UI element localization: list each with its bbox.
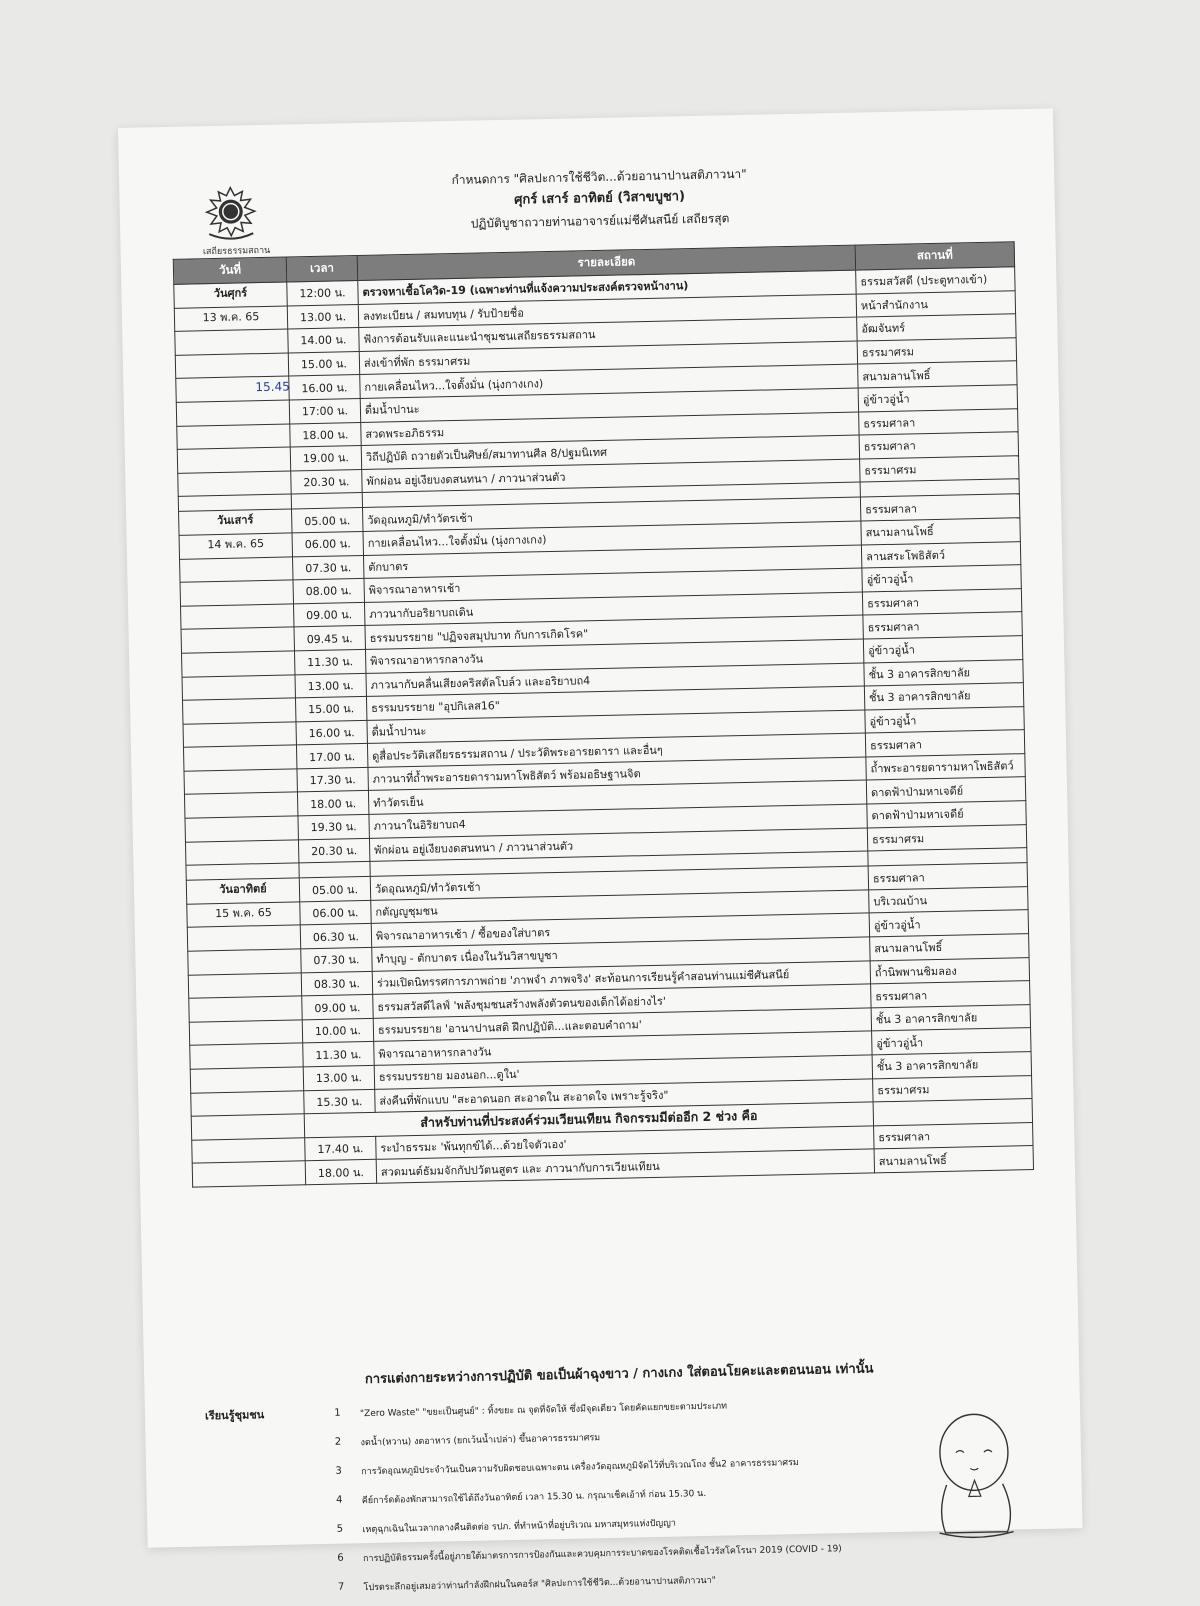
day-cell: [185, 840, 298, 866]
day-cell: [184, 792, 297, 818]
time-cell: [255, 375, 360, 400]
detail-cell: พิจารณาอาหารเช้า / ซื้อของใส่บาตร: [371, 913, 869, 947]
detail-cell: สวดพระอภิธรรม: [361, 412, 859, 446]
day-cell: [184, 769, 297, 795]
detail-cell: ลงทะเบียน / สมทบทุน / รับป้ายชื่อ: [358, 294, 856, 328]
day-cell: [185, 816, 298, 842]
schedule-sheet: [118, 108, 1083, 1593]
time-cell: 09.00 น.: [302, 995, 373, 1020]
list-item-text: เหตุฉุกเฉินในเวลากลางคืนติดต่อ รปภ. ที่ทำหน้าที่อยู่บริเวณ มหาสมุทรแห่งปัญญา: [362, 1518, 676, 1535]
place-cell: สนามลานโพธิ์: [858, 361, 1017, 388]
time-cell: 06.00 น.: [300, 900, 371, 925]
day-cell: [190, 1067, 303, 1093]
detail-cell: ธรรมบรรยาย "อุปกิเลส16": [366, 686, 864, 720]
day-date: 14 พ.ค. 65: [179, 533, 292, 559]
detail-cell: ภาวนาในอิริยาบถ4: [369, 804, 867, 838]
place-cell: ธรรมาศรม: [860, 455, 1019, 482]
detail-cell: ระบำธรรมะ 'พ้นทุกข์ได้...ด้วยใจตัวเอง': [376, 1126, 874, 1160]
time-cell: 07.30 น.: [301, 947, 372, 972]
detail-cell: พิจารณาอาหารกลางวัน: [365, 639, 863, 673]
time-cell: 05.00 น.: [299, 877, 370, 902]
empty-cell: [873, 1099, 1032, 1126]
place-cell: อู่ข้าวอู่น้ำ: [869, 910, 1028, 937]
detail-cell: ส่งคืนที่พักแบบ "สะอาดนอก สะอาดใน สะอาดใจ เพราะรู้จริง": [375, 1078, 873, 1112]
day-cell: [176, 400, 289, 426]
detail-cell: พักผ่อน อยู่เงียบงดสนทนา / ภาวนาส่วนตัว: [362, 459, 860, 493]
detail-cell: ธรรมบรรยาย มองนอก...ดูใน': [374, 1055, 872, 1089]
day-name: วันศุกร์: [174, 282, 287, 308]
list-item-number: 7: [337, 1581, 345, 1593]
time-cell: 10.00 น.: [302, 1018, 373, 1043]
learning-title: เรียนรู้ชุมชน: [204, 1408, 265, 1423]
time-cell: 20.30 น.: [291, 469, 362, 494]
day-cell: [180, 556, 293, 582]
day-date: 13 พ.ค. 65: [174, 306, 287, 332]
detail-cell: ตักบาตร: [363, 545, 861, 579]
place-cell: ถ้ำนิพพานชิมลอง: [870, 957, 1029, 984]
list-item-number: 3: [335, 1465, 342, 1477]
time-cell: 17:00 น.: [289, 398, 360, 423]
detail-cell: กตัญญูชุมชน: [371, 890, 869, 924]
day-cell: [183, 698, 296, 724]
time-cell: 15.00 น.: [295, 697, 366, 722]
dress-code: การแต่งกายระหว่างการปฏิบัติ ขอเป็นผ้าฉุงขาว / กางเกง ใส่ตอนโยคะและตอนนอน เท่านั้น: [364, 1361, 874, 1388]
place-cell: ธรรมศาลา: [860, 494, 1019, 521]
time-cell: 07.30 น.: [293, 555, 364, 580]
day-name: วันอาทิตย์: [186, 878, 299, 904]
empty-cell: [192, 1161, 305, 1187]
detail-cell: ร่วมเปิดนิทรรศการภาพถ่าย 'ภาพจำ ภาพจริง' สะท้อนการเรียนรู้คำสอนท่านแม่ชีศันสนีย์: [372, 961, 870, 995]
document-header: [299, 160, 900, 239]
time-cell: 18.00 น.: [290, 422, 361, 447]
detail-cell: ดื่มน้ำปานะ: [367, 710, 865, 744]
detail-cell: พิจารณาอาหารกลางวัน: [374, 1031, 872, 1065]
list-item-number: 4: [335, 1494, 343, 1506]
detail-cell: ธรรมบรรยาย 'อานาปานสติ ฝึกปฏิบัติ...และตอบคำถาม': [373, 1008, 871, 1042]
place-cell: ธรรมศาลา: [874, 1122, 1033, 1149]
day-cell: [182, 651, 295, 677]
time-cell: 14.00 น.: [288, 328, 359, 353]
place-cell: ดาดฟ้าป่ามหาเจดีย์: [867, 801, 1026, 828]
schedule-table: [173, 241, 1034, 1187]
detail-cell: พักผ่อน อยู่เงียบงดสนทนา / ภาวนาส่วนตัว: [369, 828, 867, 862]
day-cell: [191, 1090, 304, 1116]
detail-cell: ฟังการต้อนรับและแนะนำชุมชนเสถียรธรรมสถาน: [359, 317, 857, 351]
empty-cell: [191, 1114, 304, 1140]
place-cell: ธรรมศาลา: [859, 432, 1018, 459]
place-cell: ธรรมศาลา: [871, 981, 1030, 1008]
extra-note: สำหรับท่านที่ประสงค์ร่วมเวียนเทียน กิจกรรมมีต่ออีก 2 ช่วง คือ: [304, 1102, 873, 1138]
time-cell: 18.00 น.: [305, 1160, 376, 1185]
place-cell: ชั้น 3 อาคารสิกขาลัย: [864, 659, 1023, 686]
place-cell: อู่ข้าวอู่น้ำ: [865, 706, 1024, 733]
list-item-text: การวัดอุณหภูมิประจำวันเป็นความรับผิดชอบเฉพาะตน เครื่องวัดอุณหภูมิจัดไว้ที่บริเวณโถง ชั้น2 อาคารธรรมาศรม: [361, 1457, 799, 1477]
place-cell: สนามลานโพธิ์: [870, 934, 1029, 961]
time-cell: 09.45 น.: [294, 626, 365, 651]
day-cell: [180, 580, 293, 606]
list-item-text: คีย์การ์ดต้องพักสามารถใช้ได้ถึงวันอาทิตย์ เวลา 15.30 น. กรุณาเช็คเอ้าท์ ก่อน 15.30 น.: [361, 1488, 707, 1506]
day-cell: [182, 674, 295, 700]
day-cell: [189, 996, 302, 1022]
day-cell: [175, 329, 288, 355]
time-cell: 11.30 น.: [294, 649, 365, 674]
header-title: กำหนดการ "ศิลปะการใช้ชีวิต...ด้วยอานาปานสติภาวนา": [451, 166, 747, 188]
time-cell: 08.00 น.: [293, 579, 364, 604]
col-header-detail: รายละเอียด: [357, 245, 855, 280]
place-cell: สนามลานโพธิ์: [861, 518, 1020, 545]
col-header-place: สถานที่: [855, 242, 1014, 270]
day-cell: [181, 604, 294, 630]
detail-cell: พิจารณาอาหารเช้า: [364, 568, 862, 602]
place-cell: ธรรมศาลา: [865, 730, 1024, 757]
header-dedication: ปฏิบัติบูชาถวายท่านอาจารย์แม่ชีศันสนีย์ เสถียรสุต: [470, 211, 730, 231]
detail-cell: วัดอุณหภูมิ/ทำวัตรเช้า: [370, 866, 868, 900]
time-cell: 13.00 น.: [303, 1065, 374, 1090]
time-cell: 05.00 น.: [292, 508, 363, 533]
detail-cell: ทำวัตรเย็น: [368, 780, 866, 814]
place-cell: ชั้น 3 อาคารสิกขาลัย: [864, 683, 1023, 710]
time-cell: 17.30 น.: [297, 767, 368, 792]
place-cell: ธรรมาศรม: [867, 824, 1026, 851]
day-cell: [177, 424, 290, 450]
place-cell: ธรรมาศรม: [873, 1075, 1032, 1102]
place-cell: อู่ข้าวอู่น้ำ: [862, 565, 1021, 592]
day-cell: [188, 949, 301, 975]
list-item-number: 5: [336, 1523, 344, 1535]
list-item-text: การปฏิบัติธรรมครั้งนี้อยู่ภายใต้มาตรการการป้องกันและควบคุมการระบาดของโรคติดเชื้อไวรัสโคโรนา 2019 (COVID - 19): [362, 1543, 842, 1564]
emblem-icon: [194, 185, 267, 244]
detail-cell: วัดอุณหภูมิ/ทำวัตรเช้า: [363, 497, 861, 531]
detail-cell: ภาวนาที่ถ้ำพระอารยดารามหาโพธิสัตว์ พร้อมอธิษฐานจิต: [368, 757, 866, 791]
detail-cell: ส่งเข้าที่พัก ธรรมาศรม: [359, 341, 857, 375]
time-cell: 19.00 น.: [290, 446, 361, 471]
list-item-number: 6: [337, 1552, 344, 1564]
day-cell: [175, 353, 288, 379]
place-cell: อู่ข้าวอู่น้ำ: [858, 385, 1017, 412]
place-cell: อู่ข้าวอู่น้ำ: [863, 636, 1022, 663]
detail-cell: ทำบุญ - ตักบาตร เนื่องในวันวิสาขบูชา: [372, 937, 870, 971]
detail-cell: ธรรมสวัสดีไลฟ์ 'พลังชุมชนสร้างพลังตัวตนของเด็กได้อย่างไร': [373, 984, 871, 1018]
learning-list: [315, 1387, 879, 1602]
time-cell: 19.30 น.: [298, 814, 369, 839]
detail-cell: วิถีปฏิบัติ ถวายตัวเป็นศิษย์/สมาทานศีล 8/ปฐมนิเทศ: [361, 435, 859, 469]
detail-cell: สวดมนต์ธัมมจักกัปปวัตนสูตร และ ภาวนากับการเวียนเทียน: [376, 1149, 874, 1183]
header-subtitle: ศุกร์ เสาร์ อาทิตย์ (วิสาขบูชา): [514, 189, 686, 208]
place-cell: ธรรมศาลา: [859, 408, 1018, 435]
day-cell: [188, 972, 301, 998]
time-cell: 09.00 น.: [293, 602, 364, 627]
list-item-text: โปรดระลึกอยู่เสมอว่าท่านกำลังฝึกฝนในคอร์ส "ศิลปะการใช้ชีวิต...ด้วยอานาปานสติภาวนา": [363, 1575, 716, 1593]
empty-cell: [291, 493, 362, 509]
logo: [194, 185, 271, 258]
list-item-text: "Zero Waste" "ขยะเป็นศูนย์" : ทิ้งขยะ ณ จุดที่จัดให้ ซึ่งมีจุดเดียว โดยคัดแยกขยะตามประเภท: [359, 1401, 728, 1419]
day-cell: [189, 1020, 302, 1046]
place-cell: อู่ข้าวอู่น้ำ: [872, 1028, 1031, 1055]
place-cell: ชั้น 3 อาคารสิกขาลัย: [872, 1052, 1031, 1079]
empty-cell: [192, 1138, 305, 1164]
detail-cell: ตรวจหาเชื้อโควิด-19 (เฉพาะท่านที่แจ้งความประสงค์ตรวจหน้างาน): [358, 270, 856, 304]
time-cell: 13.00 น.: [295, 673, 366, 698]
detail-cell: ธรรมบรรยาย "ปฏิจจสมุปบาท กับการเกิดโรค": [365, 615, 863, 649]
detail-cell: ภาวนากับอริยาบถเดิน: [364, 592, 862, 626]
list-item-number: 1: [334, 1407, 341, 1419]
day-cell: [187, 925, 300, 951]
list-item-number: 2: [334, 1436, 342, 1448]
place-cell: ธรรมสวัสดี (ประตูทางเข้า): [856, 267, 1015, 294]
place-cell: ถ้ำพระอารยดารามหาโพธิสัตว์: [866, 754, 1025, 781]
detail-cell: กายเคลื่อนไหว...ใจตั้งมั่น (นุ่งกางเกง): [363, 521, 861, 555]
day-cell: [181, 627, 294, 653]
time-cell: 17.40 น.: [305, 1136, 376, 1161]
time-cell: 12:00 น.: [287, 281, 358, 306]
col-header-date: วันที่: [173, 257, 286, 284]
time-text: 16.00 น.: [301, 380, 348, 395]
time-cell: 18.00 น.: [297, 791, 368, 816]
place-cell: อัฒจันทร์: [857, 314, 1016, 341]
detail-cell: ดูสื่อประวัติเสถียรธรรมสถาน / ประวัติพระอารยดารา และอื่นๆ: [367, 733, 865, 767]
col-header-time: เวลา: [286, 256, 358, 282]
day-date: 15 พ.ค. 65: [187, 902, 300, 928]
time-cell: 15.30 น.: [304, 1089, 375, 1114]
place-cell: ดาดฟ้าป่ามหาเจดีย์: [866, 777, 1025, 804]
day-name: วันเสาร์: [179, 509, 292, 535]
place-cell: สนามลานโพธิ์: [874, 1146, 1033, 1173]
place-cell: ธรรมาศรม: [857, 338, 1016, 365]
time-cell: 20.30 น.: [298, 838, 369, 863]
empty-cell: [299, 862, 370, 878]
logo-text: เสถียรธรรมสถาน: [202, 245, 271, 258]
place-cell: ธรรมศาลา: [863, 612, 1022, 639]
monk-illustration-icon: [923, 1409, 1026, 1541]
time-cell: 06.30 น.: [300, 924, 371, 949]
day-cell: [190, 1043, 303, 1069]
time-cell: 11.30 น.: [303, 1042, 374, 1067]
list-item-text: งดน้ำ(หวาน) งดอาหาร (ยกเว้นน้ำเปล่า) ขึ้นอาคารธรรมาศรม: [360, 1432, 601, 1448]
detail-cell: ภาวนากับคลื่นเสียงคริสตัลโบล์ว และอริยาบถ4: [366, 662, 864, 696]
place-cell: ลานสระโพธิสัตว์: [861, 541, 1020, 568]
time-cell: 08.30 น.: [301, 971, 372, 996]
time-cell: 13.00 น.: [287, 304, 358, 329]
day-cell: [178, 471, 291, 497]
day-cell: [183, 722, 296, 748]
time-cell: 06.00 น.: [292, 531, 363, 556]
place-cell: ธรรมศาลา: [868, 863, 1027, 890]
place-cell: บริเวณบ้าน: [869, 886, 1028, 913]
time-cell: 17.00 น.: [296, 744, 367, 769]
time-cell: 15.00 น.: [288, 351, 359, 376]
handwritten-note: 15.45: [255, 379, 290, 394]
day-cell: [177, 447, 290, 473]
place-cell: ชั้น 3 อาคารสิกขาลัย: [871, 1004, 1030, 1031]
day-cell: [183, 745, 296, 771]
detail-cell: ดื่มน้ำปานะ: [360, 388, 858, 422]
place-cell: ธรรมศาลา: [862, 588, 1021, 615]
place-cell: หน้าสำนักงาน: [856, 290, 1015, 317]
time-cell: 16.00 น.: [296, 720, 367, 745]
detail-cell: กายเคลื่อนไหว...ใจตั้งมั่น (นุ่งกางเกง): [360, 364, 858, 398]
